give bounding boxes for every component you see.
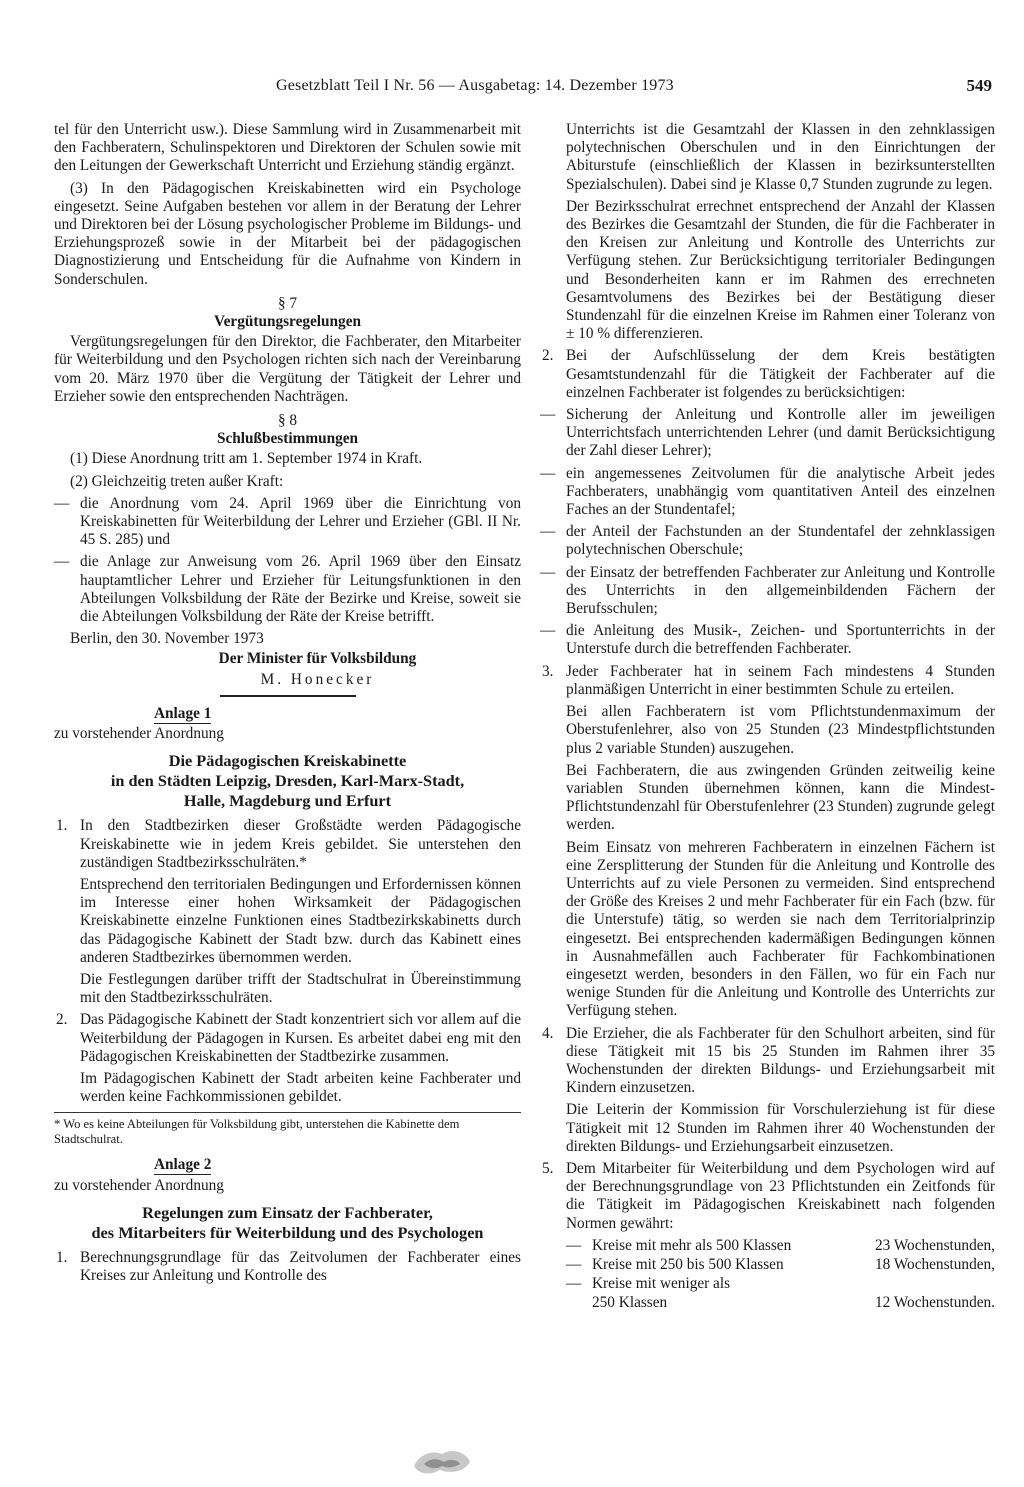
dash-marker: — — [566, 1274, 582, 1292]
heading-line: Die Pädagogischen Kreiskabinette — [168, 751, 407, 771]
item-paragraph: Das Pädagogische Kabinett der Stadt konzentriert sich vor allem auf die Weiterbildung der Pädagogen in Kursen. Es arbeitet dabei eng mit den Pädagogischen Kreiskabinetten der Stadtbezirke zusammen. — [80, 1011, 521, 1065]
item-paragraph: Unterrichts ist die Gesamtzahl der Klassen in den zehnklassigen polytechnischen Oberschulen und in den Einrichtungen der Abiturstufe (einschließlich der Klassen in bezirksunterstellten Spezialschulen). Dabei sind je Klasse 0,7 Stunden zugrunde zu legen. — [566, 121, 995, 193]
item-paragraph: Im Pädagogischen Kabinett der Stadt arbeiten keine Fachberater und werden keine Fachkommissionen gebildet. — [80, 1069, 521, 1106]
norm-row — [566, 1294, 995, 1313]
anlage-2-item-3 — [540, 663, 995, 1021]
dash-item-text: ein angemessenes Zeitvolumen für die analytische Arbeit jedes Fachberaters, unabhängig vom quantitativen Anteil des einzelnen Faches an der Stundentafel; — [566, 464, 995, 519]
section-8-paragraph-2: (2) Gleichzeitig treten außer Kraft: — [70, 472, 284, 490]
anlage-2-heading — [54, 1203, 521, 1243]
item-number: 2. — [542, 347, 554, 365]
heading-line: in den Städten Leipzig, Dresden, Karl-Marx-Stadt, — [110, 771, 465, 791]
page-number: 549 — [966, 76, 992, 95]
item-paragraph: In den Stadtbezirken dieser Großstädte werden Pädagogische Kreiskabinette wie in jedem Kreis gebildet. Sie unterstehen den zuständigen Stadtbezirksschulräten.* — [80, 817, 521, 871]
item-number: 4. — [542, 1024, 554, 1042]
dash-item-text: der Anteil der Fachstunden an der Stundentafel der zehnklassigen polytechnischen Oberschule; — [566, 523, 995, 559]
anlage-2-item-5 — [540, 1160, 995, 1313]
repeal-item-text: die Anordnung vom 24. April 1969 über die Einrichtung von Kreiskabinetten für Weiterbildung der Lehrer und Erzieher (GBl. II Nr. 45 S. 285) und — [80, 494, 521, 549]
repeal-item-text: die Anlage zur Anweisung vom 26. April 1969 über den Einsatz hauptamtlicher Lehrer und Erzieher für Leitungsfunktionen in den Abteilungen Volksbildung der Räte der Bezirke und Kreise, soweit sie die Abteilungen Volksbildung der Räte der Kreise betrifft. — [80, 553, 521, 626]
norm-row — [566, 1275, 995, 1294]
item-paragraph: Beim Einsatz von mehreren Fachberatern in einzelnen Fächern ist eine Zersplitterung der Stunden für die Anleitung und Kontrolle des Unterrichts auf zu viele Personen zu vermeiden. Sind entsprechend der Größe des Kreises 2 und mehr Fachberater für ein Fach (bzw. für die Unterstufe) tätig, so werden sie nach dem Territorialprinzip eingesetzt. Bei entsprechenden kadermäßigen Bedingungen können in Ausnahmefällen auch Fachberater für Fachkombinationen eingesetzt werden, besonders in den Fällen, wo für ein Fach nur wenige Stunden für die Anleitung und Kontrolle des Unterrichts zur Verfügung stehen. — [566, 838, 995, 1020]
item-paragraph: Der Bezirksschulrat errechnet entsprechend der Anzahl der Klassen des Bezirkes die Gesamtzahl der Stunden, die für die Fachberater in den Kreisen zur Anleitung und Kontrolle des Unterrichts zur Verfügung stehen. Zur Berücksichtigung territorialer Bedingungen und Besonderheiten kann er im Rahmen des errechneten Gesamtvolumens des Bezirkes bei der Bestätigung dieser Stundenzahl für die einzelnen Kreise im Rahmen einer Toleranz von ± 10 % differenzieren. — [566, 197, 995, 343]
item-paragraph: Jeder Fachberater hat in seinem Fach mindestens 4 Stunden planmäßigen Unterricht in einer bestimmten Schule zu erteilen. — [566, 662, 995, 698]
dash-item — [540, 406, 995, 461]
divider-rule — [220, 695, 356, 697]
dash-item — [540, 622, 995, 658]
anlage-2-item-4 — [540, 1025, 995, 1156]
anlage-1-subtitle: zu vorstehender Anordnung — [54, 725, 224, 743]
anlage-1-item-1 — [54, 817, 521, 1007]
dash-marker: — — [540, 406, 556, 424]
item-number: 2. — [56, 1011, 68, 1029]
footnote: * Wo es keine Abteilungen für Volksbildung gibt, unterstehen die Kabinette dem Stadtschulrat. — [54, 1112, 521, 1146]
dash-marker: — — [566, 1255, 582, 1273]
item-number: 1. — [56, 1248, 68, 1266]
section-7-text: Vergütungsregelungen für den Direktor, die Fachberater, den Mitarbeiter für Weiterbildung und den Psychologen richten sich nach der Vereinbarung vom 20. März 1970 über die Vergütung der Tätigkeit der Lehrer und Erzieher sowie den entsprechenden Nachträgen. — [54, 333, 521, 405]
item-number: 1. — [56, 817, 68, 835]
ink-blot-decoration — [410, 1446, 474, 1476]
dash-item-text: Sicherung der Anleitung und Kontrolle aller im jeweiligen Unterrichtsfach unterrichtenden Lehrer (und damit Berücksichtigung der Zahl dieser Lehrer); — [566, 406, 995, 460]
item-number: 5. — [542, 1159, 554, 1177]
item-paragraph: Die Erzieher, die als Fachberater für den Schulhort arbeiten, sind für diese Tätigkeit mit 15 bis 25 Stunden im Rahmen ihrer 35 Wochenstunden der direkten Bildungs- und Erziehungsarbeit mit Kindern einzusetzen. — [566, 1024, 995, 1097]
heading-line: Regelungen zum Einsatz der Fachberater, — [142, 1202, 433, 1222]
anlage-2-subtitle: zu vorstehender Anordnung — [54, 1176, 224, 1194]
norm-label: Kreise mit weniger als — [592, 1274, 731, 1292]
section-8-title: Schlußbestimmungen — [216, 430, 359, 448]
dash-item — [540, 523, 995, 559]
dash-marker: — — [566, 1236, 582, 1254]
item-paragraph: Die Festlegungen darüber trifft der Stadtschulrat in Übereinstimmung mit den Stadtbezirksschulräten. — [80, 970, 521, 1007]
anlage-2-label — [154, 1156, 521, 1174]
anlage-1-heading — [54, 751, 521, 811]
dash-item — [540, 564, 995, 619]
anlage-1-label-text: Anlage 1 — [154, 704, 212, 722]
anlage-1-label — [154, 705, 521, 723]
norm-label: 250 Klassen — [592, 1293, 668, 1311]
norm-row — [566, 1256, 995, 1275]
dash-marker: — — [540, 622, 556, 640]
item-paragraph: Berechnungsgrundlage für das Zeitvolumen der Fachberater eines Kreises zur Anleitung und Kontrolle des — [80, 1248, 521, 1284]
signatory-title: Der Minister für Volksbildung — [218, 650, 417, 668]
paragraph-psychologe: (3) In den Pädagogischen Kreiskabinetten wird ein Psychologe eingesetzt. Seine Aufgaben bestehen vor allem in der Beratung der Lehrer und Direktoren bei der Lösung psychologischer Probleme im Bildungs- und Erziehungsprozeß sowie in der Mitarbeit bei der pädagogischen Diagnostizierung und Entscheidung für die Aufnahme von Kindern in Sonderschulen. — [54, 179, 521, 288]
item-paragraph: Die Leiterin der Kommission für Vorschulerziehung ist für diese Tätigkeit mit 12 Stunden im Rahmen ihrer 40 Wochenstunden der direkten Bildungs- und Erziehungsarbeit einzusetzen. — [566, 1101, 995, 1155]
norm-value: 12 Wochenstunden. — [875, 1293, 995, 1311]
section-7-number: § 7 — [277, 294, 298, 312]
right-column — [540, 121, 995, 1317]
item-paragraph: Bei allen Fachberatern ist vom Pflichtstundenmaximum der Oberstufenlehrer, also von 25 Stunden (23 Mindestpflichtstunden plus 2 variable Stunden) auszugehen. — [566, 703, 995, 757]
dash-marker: — — [540, 563, 556, 581]
dash-marker: — — [540, 464, 556, 482]
item-paragraph: Bei der Aufschlüsselung der dem Kreis bestätigten Gesamtstundenzahl für die Tätigkeit der Fachberater auf die einzelnen Fachberater ist folgendes zu berücksichtigen: — [566, 347, 995, 401]
item-paragraph: Bei Fachberatern, die aus zwingenden Gründen zeitweilig keine variablen Stunden übernehmen können, kann die Mindest-Pflichtstundenzahl für Oberstufenlehrer (23 Stunden) zugrunde gelegt werden. — [566, 761, 995, 834]
norm-value: 23 Wochenstunden, — [875, 1236, 995, 1254]
norm-value: 18 Wochenstunden, — [875, 1255, 995, 1273]
section-7-title: Vergütungsregelungen — [213, 313, 362, 331]
item-paragraph: Dem Mitarbeiter für Weiterbildung und dem Psychologen wird auf der Berechnungsgrundlage von 23 Pflichtstunden ein Zeitfonds für die Tätigkeit im Pädagogischen Kreiskabinett nach folgenden Normen gewährt: — [566, 1159, 995, 1232]
norm-label: Kreise mit 250 bis 500 Klassen — [592, 1255, 784, 1273]
dash-marker: — — [54, 494, 70, 512]
repeal-item — [54, 495, 521, 550]
left-column — [54, 121, 521, 1289]
dash-item-text: die Anleitung des Musik-, Zeichen- und Sportunterrichts in der Unterstufe durch die betreffenden Fachberater. — [566, 622, 995, 658]
norm-label: Kreise mit mehr als 500 Klassen — [592, 1236, 792, 1254]
anlage-2-item-2 — [540, 347, 995, 402]
norm-row — [566, 1237, 995, 1256]
item-number: 3. — [542, 662, 554, 680]
item-2-dash-list — [540, 406, 995, 659]
paragraph-continuation: tel für den Unterricht usw.). Diese Sammlung wird in Zusammenarbeit mit den Fachberatern, Schulinspektoren und Direktoren der Schulen sowie mit den Leitungen der Gewerkschaft Unterricht und Erziehung ständig ergänzt. — [54, 121, 521, 175]
running-title: Gesetzblatt Teil I Nr. 56 — Ausgabetag: 14. Dezember 1973 — [276, 77, 674, 94]
dash-item — [540, 465, 995, 520]
dash-marker: — — [540, 523, 556, 541]
repeal-item — [54, 553, 521, 626]
section-8-number: § 8 — [277, 412, 298, 430]
item-paragraph: Entsprechend den territorialen Bedingungen und Erfordernissen können im Interesse einer hohen Wirksamkeit der Pädagogischen Kreiskabinette einzelne Funktionen eines Stadtbezirkskabinetts durch das Pädagogische Kabinett der Stadt bzw. durch das Kabinett eines anderen Stadtbezirkes übernommen werden. — [80, 875, 521, 966]
anlage-2-item-1 — [54, 1249, 521, 1285]
heading-line: des Mitarbeiters für Weiterbildung und des Psychologen — [91, 1222, 484, 1242]
place-date: Berlin, den 30. November 1973 — [70, 630, 264, 648]
anlage-2-item-1-continued — [540, 121, 995, 343]
dash-item-text: der Einsatz der betreffenden Fachberater zur Anleitung und Kontrolle des Unterrichts in den allgemeinbildenden Fächern der Berufsschulen; — [566, 563, 995, 618]
section-8-paragraph-1: (1) Diese Anordnung tritt am 1. September 1974 in Kraft. — [70, 450, 423, 468]
heading-line: Halle, Magdeburg und Erfurt — [183, 791, 392, 811]
anlage-1-item-2 — [54, 1011, 521, 1106]
anlage-2-label-text: Anlage 2 — [154, 1156, 212, 1174]
signatory-name: M. Honecker — [260, 670, 375, 688]
dash-marker: — — [54, 553, 70, 571]
